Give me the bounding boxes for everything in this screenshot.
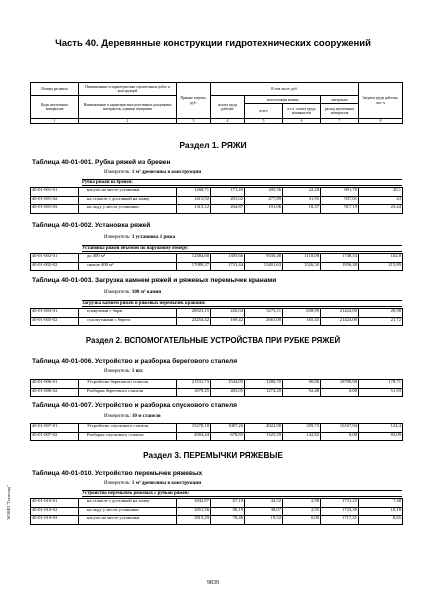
cost-value: 405,05 (211, 388, 245, 397)
cost-value: 204,87 (211, 205, 245, 214)
cost-value: 1815,29 (177, 516, 211, 525)
rate-code: 40-01-010-01 (31, 499, 79, 508)
cost-value: 124,4 (359, 424, 403, 433)
table-meter: Измеритель: 1 установка 1 ряжа (104, 235, 176, 240)
cost-value: 23,44 (359, 205, 403, 214)
cost-value: 21424,00 (321, 309, 359, 318)
cost-value: 277,89 (245, 196, 283, 205)
table-row (31, 516, 403, 525)
section-title: Раздел 1. РЯЖИ (179, 140, 247, 150)
cost-value: 1118,08 (283, 254, 321, 263)
header-work-name: Наименование и характеристика строительных работ и конструкций (79, 83, 177, 96)
table-subheading: Рубка ряжей из бревен: (82, 179, 402, 186)
table-title: Таблица 40-01-002. Установка ряжей (32, 222, 151, 229)
cost-value: 78,46 (211, 516, 245, 525)
cost-value: 13401,63 (245, 262, 283, 271)
cost-value: 1526,50 (283, 262, 321, 271)
rate-code: 40-01-007-02 (31, 432, 79, 441)
header-operator-pay: в т.ч. оплата труда машинистов (283, 104, 321, 119)
table-subheading: Загрузка камнем ряжей и ряжевых перемычек кранами: (82, 300, 402, 307)
cost-value: 23 (359, 196, 403, 205)
work-description: плавучими с барж (79, 309, 177, 318)
work-description: до 400 м³ (79, 254, 177, 263)
header-col-number: 3 (177, 119, 211, 124)
section-title: Раздел 3. ПЕРЕМЫЧКИ РЯЖЕВЫЕ (143, 451, 283, 460)
header-material-name: Наименование и характеристика неучтенных расценками материалов, единица измерения (79, 96, 177, 119)
cost-value: 28,98 (359, 309, 403, 318)
cost-value: 0,00 (321, 432, 359, 441)
data-table (30, 423, 403, 441)
cost-value: 678,85 (211, 432, 245, 441)
header-worker-pay: оплата труда рабочих (211, 96, 245, 119)
cost-value: 142,82 (283, 432, 321, 441)
table-subheading: Устройство перемычек ряжевых с рубкой ряжей: (82, 490, 402, 497)
table-meter: Измеритель: 10 м стапеля (104, 414, 161, 419)
cost-value: 26923,15 (177, 309, 211, 318)
work-description: свыше 400 м³ (79, 262, 177, 271)
table-title: Таблица 40-01-010. Устройство перемычек ряжевых (32, 470, 203, 477)
cost-value: 1274,20 (245, 388, 283, 397)
table-row (31, 254, 403, 263)
table-subheading: Установка ряжей объемом по наружному обмеру: (82, 245, 402, 252)
cost-value: 92,48 (283, 388, 321, 397)
cost-value: 1286,70 (245, 380, 283, 389)
section-title: Раздел 2. ВСПОМОГАТЕЛЬНЫЕ УСТРОЙСТВА ПРИ РУБКЕ РЯЖЕЙ (85, 336, 341, 345)
rate-code: 40-01-001-03 (31, 205, 79, 214)
cost-value: 44,52 (245, 499, 283, 508)
cost-value: 1842,87 (177, 499, 211, 508)
cost-value: 10167,94 (321, 424, 359, 433)
cost-value: 1087,26 (211, 424, 245, 433)
cost-value: 359,73 (283, 424, 321, 433)
rate-code: 40-01-010-02 (31, 507, 79, 516)
data-table (30, 253, 403, 271)
cost-value: 0,00 (321, 388, 359, 397)
table-row (31, 262, 403, 271)
cost-value: 4022,98 (245, 424, 283, 433)
page-title: Часть 40. Деревянные конструкции гидротехнических сооружений (55, 38, 371, 49)
work-description: на стапеле с доставкой на плаву (79, 196, 177, 205)
work-description: Разборка спускового стапеля (79, 432, 177, 441)
cost-value: 1956,30 (321, 262, 359, 271)
cost-value: 191,06 (245, 205, 283, 214)
work-description: на стапеле с доставкой на плаву (79, 499, 177, 508)
cost-value: 226,04 (211, 309, 245, 318)
cost-value: 1305,66 (211, 254, 245, 263)
work-description: Разборка берегового стапеля (79, 388, 177, 397)
header-col-number: 5 (245, 119, 283, 124)
header-material-codes: Коды неучтенных материалов (31, 96, 79, 119)
table-title: Таблица 40-01-006. Устройство и разборка берегового стапеля (32, 358, 238, 365)
table-row (31, 380, 403, 389)
cost-value: 1748,54 (321, 254, 359, 263)
cost-value: 2,95 (283, 507, 321, 516)
table-meter: Измеритель: 1 шт. (104, 369, 144, 374)
header-material-consumption: расход неучтенных материалов (321, 104, 359, 119)
column-header-table (30, 82, 403, 124)
side-stamp: ЭСНИП "Технолид" (6, 485, 11, 520)
cost-value: 171,45 (211, 188, 245, 197)
table-meter: Измеритель: 1 м³ древесины в конструкции (104, 481, 202, 486)
cost-value: 178,71 (359, 380, 403, 389)
header-rate-number: Номера расценок (31, 83, 79, 96)
cost-value: 2661,00 (245, 317, 283, 326)
table-row (31, 309, 403, 318)
cost-value: 17089,37 (177, 262, 211, 271)
table-meter: Измеритель: 100 м³ камня (104, 290, 162, 295)
table-title: Таблица 40-01-007. Устройство и разборка спускового стапеля (32, 402, 237, 409)
cost-value: 38,07 (245, 507, 283, 516)
cost-value: 917,19 (321, 205, 359, 214)
table-row (31, 205, 403, 214)
page-number: 9839 (207, 580, 219, 586)
cost-value: 1679,25 (177, 388, 211, 397)
cost-value: 90,19 (211, 507, 245, 516)
rate-code: 40-01-006-01 (31, 380, 79, 389)
header-direct-costs: Прямые затраты, руб. (177, 83, 211, 119)
cost-value: 19,52 (245, 516, 283, 525)
cost-value: 201,02 (211, 196, 245, 205)
work-description: насухо на месте установки (79, 516, 177, 525)
work-description: насухо на месте установки (79, 188, 177, 197)
data-table (30, 187, 403, 214)
cost-value: 638,99 (283, 309, 321, 318)
cost-value: 15278,18 (177, 424, 211, 433)
cost-value: 31,95 (283, 196, 321, 205)
cost-value: 20,1 (359, 188, 403, 197)
cost-value: 24254,42 (177, 317, 211, 326)
rate-code: 40-01-002-02 (31, 262, 79, 271)
table-row (31, 499, 403, 508)
cost-value: 10,18 (359, 507, 403, 516)
data-table (30, 308, 403, 326)
header-col-number: 2 (79, 119, 177, 124)
work-description: Устройство спускового стапеля (79, 424, 177, 433)
cost-value: 1731,44 (211, 262, 245, 271)
data-table (30, 498, 403, 525)
cost-value: 90,86 (283, 380, 321, 389)
table-row (31, 424, 403, 433)
table-row (31, 317, 403, 326)
rate-code: 40-01-002-01 (31, 254, 79, 263)
cost-value: 18700,98 (321, 380, 359, 389)
cost-value: 2004,44 (177, 432, 211, 441)
header-col-number: 1 (31, 119, 79, 124)
rate-code: 40-01-001-01 (31, 188, 79, 197)
header-machines: эксплуатация машин (245, 96, 321, 104)
cost-value: 83,09 (359, 432, 403, 441)
cost-value: 937,01 (321, 196, 359, 205)
cost-value: 22,28 (283, 188, 321, 197)
cost-value: 12384,68 (177, 254, 211, 263)
cost-value: 1325,59 (245, 432, 283, 441)
table-row (31, 388, 403, 397)
cost-value: 1268,71 (177, 188, 211, 197)
cost-value: 165,45 (283, 317, 321, 326)
cost-value: 8,65 (359, 516, 403, 525)
rate-code: 40-01-007-01 (31, 424, 79, 433)
header-including: В том числе, руб. (211, 83, 359, 96)
work-description: на льду у места установки (79, 205, 177, 214)
table-row (31, 188, 403, 197)
data-table (30, 379, 403, 397)
cost-value: 7,48 (359, 499, 403, 508)
cost-value: 21531,73 (177, 380, 211, 389)
cost-value: 169,42 (211, 317, 245, 326)
cost-value: 21424,00 (321, 317, 359, 326)
work-description: Устройство берегового стапеля (79, 380, 177, 389)
cost-value: 5273,11 (245, 309, 283, 318)
cost-value: 1723,30 (321, 507, 359, 516)
header-col-number: 4 (211, 119, 245, 124)
header-materials: материалы (321, 96, 359, 104)
header-col-number: 6 (283, 119, 321, 124)
work-description: на льду у места установки (79, 507, 177, 516)
rate-code: 40-01-006-02 (31, 388, 79, 397)
cost-value: 162,8 (359, 254, 403, 263)
cost-value: 205,36 (245, 188, 283, 197)
cost-value: 21,72 (359, 317, 403, 326)
table-title: Таблица 40-01-001. Рубка ряжей из бревен (32, 159, 171, 166)
header-col-number: 8 (359, 119, 403, 124)
cost-value: 1544,05 (211, 380, 245, 389)
cost-value: 0,00 (283, 516, 321, 525)
cost-value: 1731,25 (321, 499, 359, 508)
rate-code: 40-01-003-02 (31, 317, 79, 326)
cost-value: 9330,48 (245, 254, 283, 263)
header-machines-total: всего (245, 104, 283, 119)
work-description: сухопутными с берега (79, 317, 177, 326)
cost-value: 1717,31 (321, 516, 359, 525)
cost-value: 51,93 (359, 388, 403, 397)
header-labor-costs: Затраты труда рабочих, чел.-ч (359, 83, 403, 119)
rate-code: 40-01-010-03 (31, 516, 79, 525)
table-row (31, 432, 403, 441)
table-title: Таблица 40-01-003. Загрузка камнем ряжей и ряжевых перемычек кранами (32, 277, 277, 284)
rate-code: 40-01-003-01 (31, 309, 79, 318)
rate-code: 40-01-001-02 (31, 196, 79, 205)
header-col-number: 7 (321, 119, 359, 124)
cost-value: 215,89 (359, 262, 403, 271)
cost-value: 67,10 (211, 499, 245, 508)
cost-value: 18,37 (283, 205, 321, 214)
cost-value: 1851,56 (177, 507, 211, 516)
table-meter: Измеритель: 1 м³ древесины в конструкции (104, 170, 202, 175)
cost-value: 1313,12 (177, 205, 211, 214)
cost-value: 1415,92 (177, 196, 211, 205)
cost-value: 891,70 (321, 188, 359, 197)
cost-value: 2,98 (283, 499, 321, 508)
